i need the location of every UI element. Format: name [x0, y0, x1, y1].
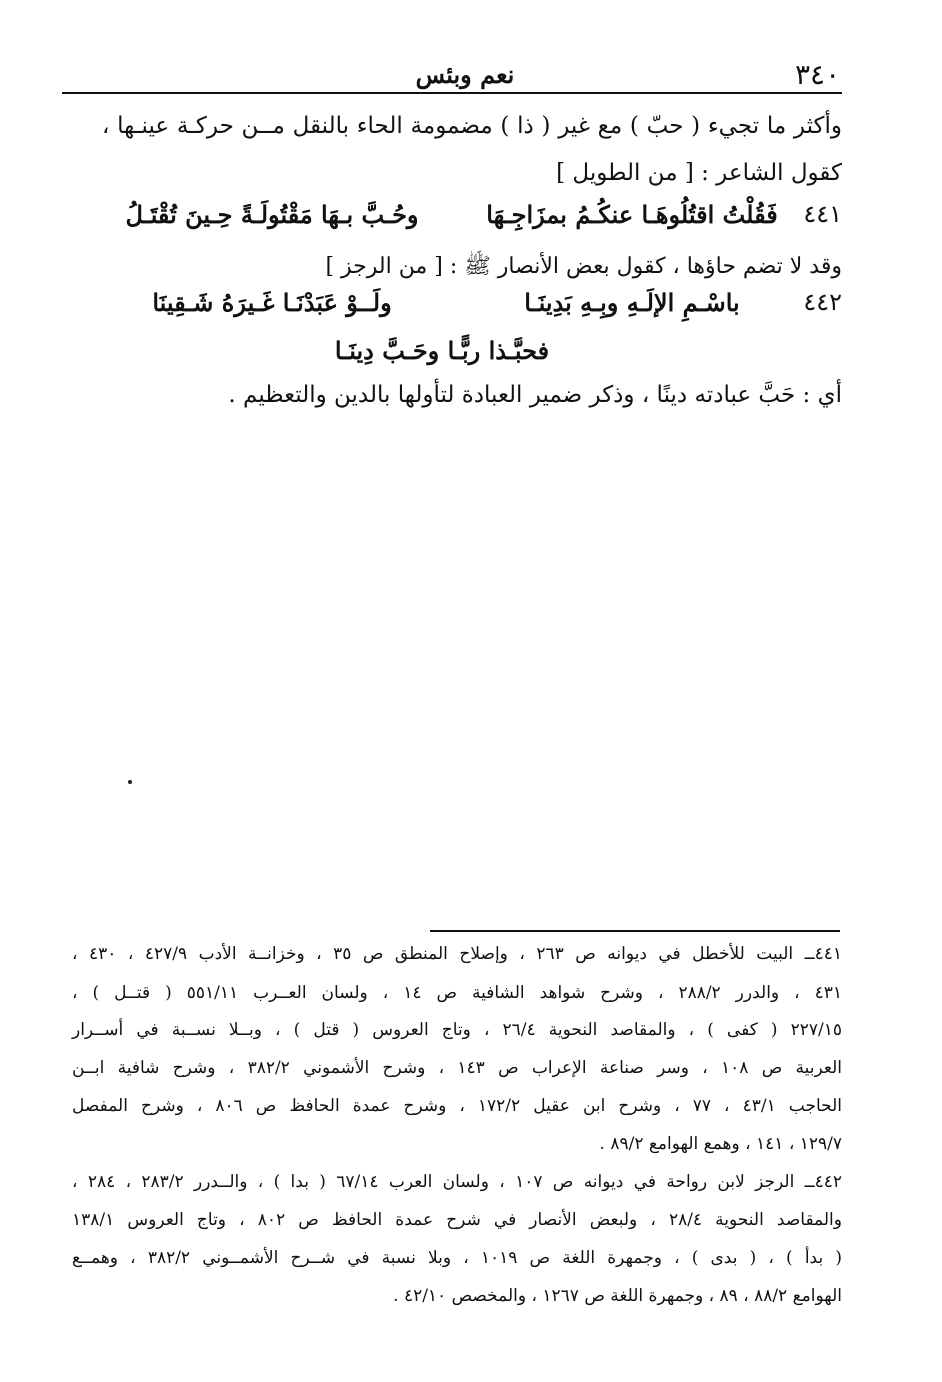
running-title: نعم وبئس [415, 60, 515, 89]
poetry-verse-441 [0, 200, 942, 244]
verse-hemistich: باسْـمِ الإلَـهِ وبِـهِ بَدِينَـا [524, 288, 740, 317]
footnote-line: الهوامع ٨٨/٢ ، ٨٩ ، وجمهرة اللغة ص ١٢٦٧ ، والمخصص ٤٢/١٠ . [393, 1286, 842, 1306]
verse-hemistich: ولَــوْ عَبَدْنَـا غَـيرَهُ شَـقِينَا [152, 288, 392, 317]
header-rule [62, 92, 842, 94]
poetry-verse-442 [0, 288, 942, 332]
verse-hemistich: فحبَّـذا ربًّـا وحَـبَّ دِينَـا [334, 336, 550, 365]
footnote-rule [430, 930, 840, 932]
footnote-line: ١٢٩/٧ ، ١٤١ ، وهمع الهوامع ٨٩/٢ . [599, 1134, 842, 1154]
footnote-line: والمقاصد النحوية ٢٨/٤ ، ولبعض الأنصار في شرح عمدة الحافظ ص ٨٠٢ ، وتاج العروس ١٣٨/١ [72, 1210, 842, 1230]
footnote-line: ٤٣١ ، والدرر ٢٨٨/٢ ، وشرح شواهد الشافية ص ١٤ ، ولسان العــرب ٥٥١/١١ ( قتــل ) ، [72, 983, 842, 1003]
body-paragraph-line: وقد لا تضم حاؤها ، كقول بعض الأنصار ﷺ : [ من الرجز ] [325, 254, 842, 279]
footnote-line: ٤٤٢ــ الرجز لابن رواحة في ديوانه ص ١٠٧ ، ولسان العرب ٦٧/١٤ ( بدا ) ، والــدرر ٢٨٣/٢ ، ٢٨٤ ، [72, 1172, 843, 1192]
body-paragraph-line: كقول الشاعر : [ من الطويل ] [556, 160, 842, 186]
verse-number: ٤٤١ [803, 200, 842, 228]
footnote-line: ( بدأ ) ، ( بدى ) ، وجمهرة اللغة ص ١٠١٩ ، وبلا نسبة في شــرح الأشمــوني ٣٨٢/٢ ، وهمــع [72, 1248, 842, 1268]
footnote-line: ٢٢٧/١٥ ( كفى ) ، والمقاصد النحوية ٢٦/٤ ، وتاج العروس ( قتل ) ، وبــلا نســبة في أســرار [72, 1020, 842, 1040]
verse-number: ٤٤٢ [803, 288, 842, 316]
body-paragraph-line: وأكثر ما تجيء ( حبّ ) مع غير ( ذا ) مضمومة الحاء بالنقل مــن حركـة عينـها ، [102, 113, 842, 139]
body-paragraph-line: أي : حَبَّ عبادته دينًا ، وذكر ضمير العبادة لتأولها بالدين والتعظيم . [228, 382, 842, 408]
poetry-verse-442-continuation [0, 336, 942, 380]
footnote-line: العربية ص ١٠٨ ، وسر صناعة الإعراب ص ١٤٣ ، وشرح الأشموني ٣٨٢/٢ ، وشرح شافية ابــن [72, 1058, 843, 1078]
stray-dot [128, 780, 132, 784]
page-number: ٣٤٠ [795, 58, 841, 91]
footnote-line: ٤٤١ــ البيت للأخطل في ديوانه ص ٢٦٣ ، وإصلاح المنطق ص ٣٥ ، وخزانــة الأدب ٤٢٧/٩ ، ٤٣٠ ، [72, 944, 842, 964]
verse-hemistich: وحُـبَّ بـهَا مَقْتُولَـةً حِـينَ تُقْتَـلُ [125, 200, 419, 229]
footnote-line: الحاجب ٤٣/١ ، ٧٧ ، وشرح ابن عقيل ١٧٢/٢ ، وشرح عمدة الحافظ ص ٨٠٦ ، وشرح المفصل [72, 1096, 843, 1116]
verse-hemistich: فَقُلْتُ اقتُلُوهَـا عنكُـمُ بمزَاجِـهَا [486, 200, 778, 229]
